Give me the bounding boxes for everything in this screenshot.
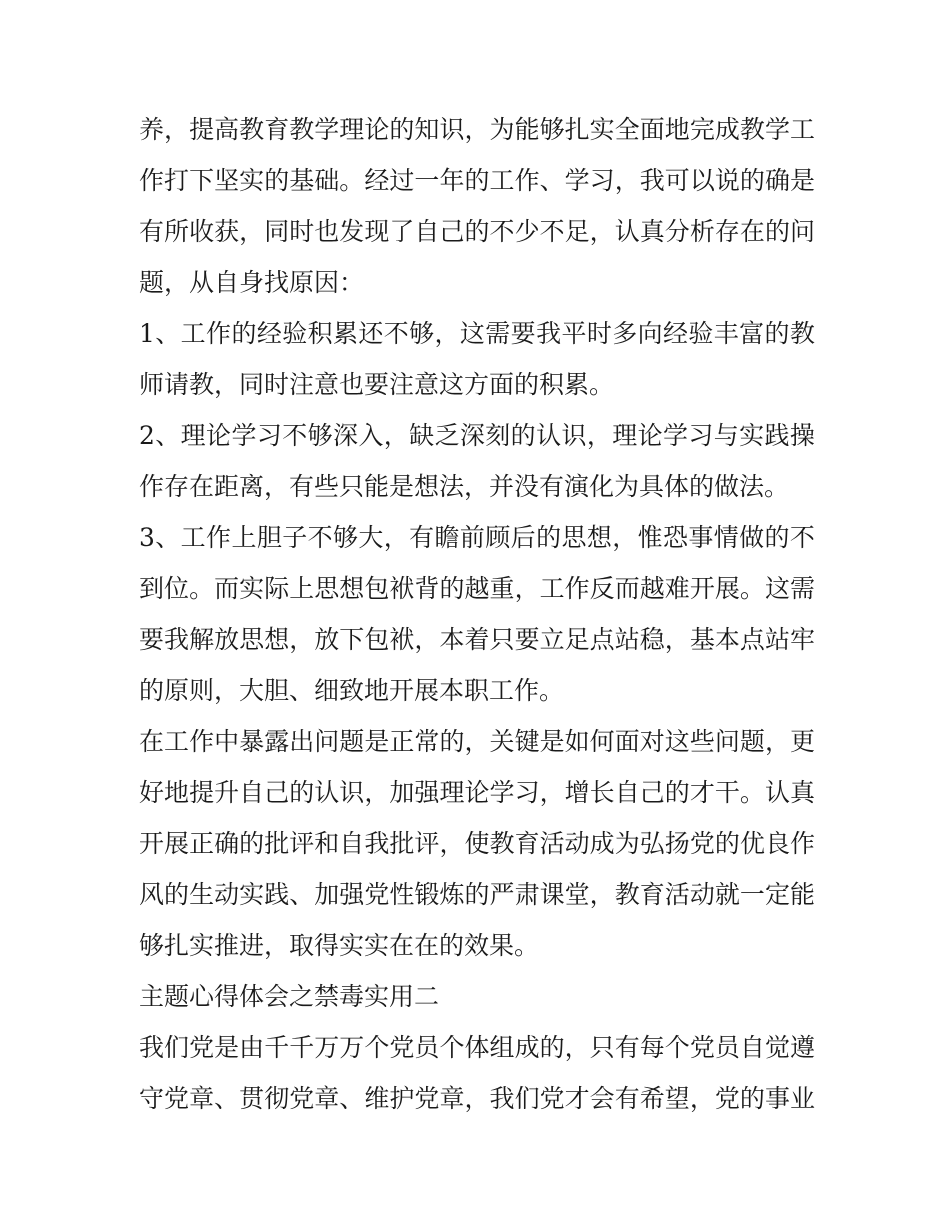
text-line: 开展正确的批评和自我批评，使教育活动成为弘扬党的优良作 <box>139 829 816 858</box>
text-line: 到位。而实际上思想包袱背的越重，工作反而越难开展。这需 <box>139 574 816 603</box>
text-line: 作存在距离，有些只能是想法，并没有演化为具体的做法。 <box>139 472 790 501</box>
document-body <box>139 104 815 1124</box>
text-line: 风的生动实践、加强党性锻炼的严肃课堂，教育活动就一定能 <box>139 880 816 909</box>
text-line: 要我解放思想，放下包袱，本着只要立足点站稳，基本点站牢 <box>139 625 816 654</box>
text-line: 够扎实推进，取得实实在在的效果。 <box>139 931 540 960</box>
text-line: 作打下坚实的基础。经过一年的工作、学习，我可以说的确是 <box>139 166 816 195</box>
text-line: 师请教，同时注意也要注意这方面的积累。 <box>139 370 615 399</box>
text-line: 养，提高教育教学理论的知识，为能够扎实全面地完成教学工 <box>139 115 816 144</box>
text-line: 好地提升自己的认识，加强理论学习，增长自己的才干。认真 <box>139 778 816 807</box>
text-line: 1、工作的经验积累还不够，这需要我平时多向经验丰富的教 <box>139 319 816 348</box>
text-line: 守党章、贯彻党章、维护党章，我们党才会有希望，党的事业 <box>139 1084 816 1113</box>
text-line: 2、理论学习不够深入，缺乏深刻的认识，理论学习与实践操 <box>139 421 816 450</box>
text-line: 有所收获，同时也发现了自己的不少不足，认真分析存在的问 <box>139 217 816 246</box>
text-line: 在工作中暴露出问题是正常的，关键是如何面对这些问题，更 <box>139 727 816 756</box>
text-line: 题，从自身找原因： <box>139 268 365 297</box>
text-line: 我们党是由千千万万个党员个体组成的，只有每个党员自觉遵 <box>139 1033 816 1062</box>
text-line: 3、工作上胆子不够大，有瞻前顾后的思想，惟恐事情做的不 <box>139 523 816 552</box>
section-heading: 主题心得体会之禁毒实用二 <box>139 982 440 1011</box>
text-line: 的原则，大胆、细致地开展本职工作。 <box>139 676 565 705</box>
